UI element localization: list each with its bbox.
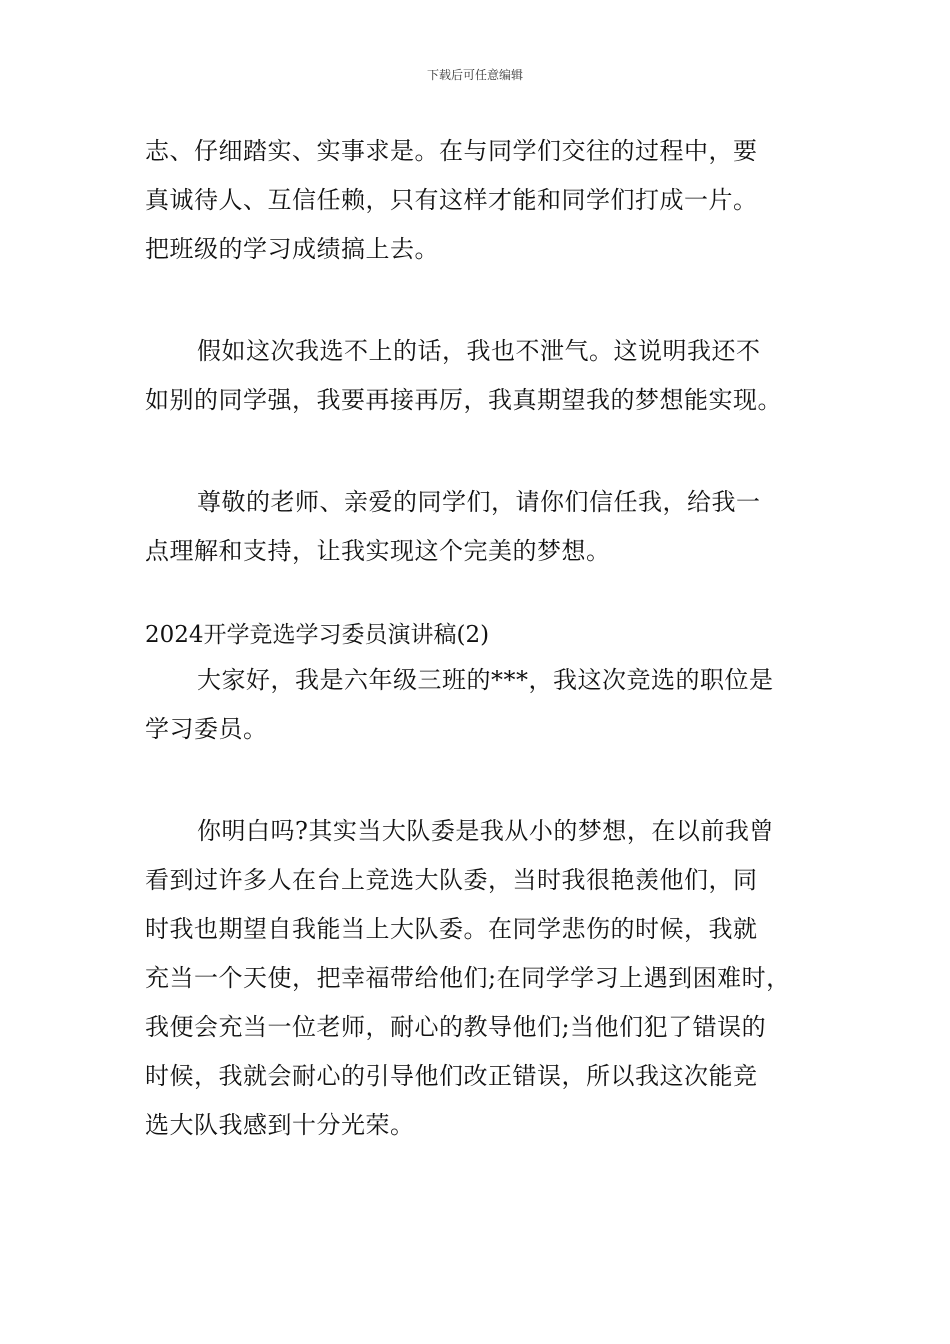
text-line: 把班级的学习成绩搞上去。 [145,235,439,263]
text-line: 点理解和支持，让我实现这个完美的梦想。 [145,537,611,565]
text-line: 我便会充当一位老师，耐心的教导他们;当他们犯了错误的 [145,1013,767,1041]
text-line: 尊敬的老师、亲爱的同学们，请你们信任我，给我一 [197,488,761,516]
text-line: 时候，我就会耐心的引导他们改正错误，所以我这次能竞 [145,1062,758,1090]
paragraph [145,478,825,576]
text-line: 如别的同学强，我要再接再厉，我真期望我的梦想能实现。 [145,386,782,414]
page-header: 下载后可任意编辑 [426,68,523,82]
paragraph [145,807,825,1150]
text-line: 假如这次我选不上的话，我也不泄气。这说明我还不 [197,337,761,365]
text-line: 志、仔细踏实、实事求是。在与同学们交往的过程中，要 [145,137,758,165]
text-line: 时我也期望自我能当上大队委。在同学悲伤的时候，我就 [145,915,758,943]
text-line: 充当一个天使，把幸福带给他们;在同学学习上遇到困难时， [145,964,791,992]
paragraph [145,327,825,425]
paragraph [145,656,825,754]
text-line: 真诚待人、互信任赖，只有这样才能和同学们打成一片。 [145,186,758,214]
text-line: 大家好，我是六年级三班的***，我这次竞选的职位是 [197,666,774,694]
paragraph [145,127,825,274]
text-line: 选大队我感到十分光荣。 [145,1111,415,1139]
text-line: 你明白吗?其实当大队委是我从小的梦想，在以前我曾 [197,817,774,845]
paragraph-gap [145,274,825,327]
text-line: 学习委员。 [145,715,268,743]
paragraph-gap [145,576,825,614]
section-title: 2024开学竞选学习委员演讲稿(2) [145,622,490,648]
document-body [145,127,825,1150]
paragraph-gap [145,754,825,807]
text-line: 看到过许多人在台上竞选大队委，当时我很艳羡他们，同 [145,866,758,894]
paragraph-gap [145,425,825,478]
